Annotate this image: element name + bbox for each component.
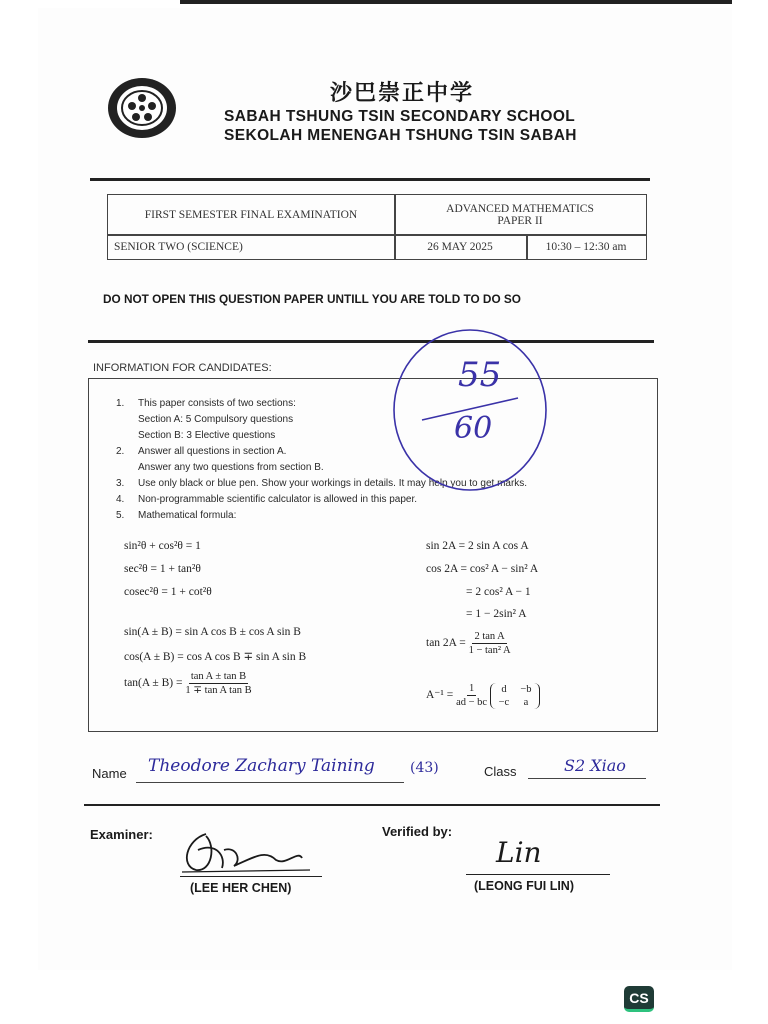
- formula-cos-double-alt2: = 1 − 2sin² A: [466, 608, 527, 620]
- table-divider: [526, 235, 528, 259]
- subject-line-2: PAPER II: [497, 215, 543, 227]
- score-obtained: 55: [458, 355, 502, 395]
- warning-notice: DO NOT OPEN THIS QUESTION PAPER UNTILL YOU ARE TOLD TO DO SO: [103, 292, 521, 306]
- table-divider: [394, 195, 396, 259]
- exam-date: 26 MAY 2025: [427, 241, 493, 253]
- subject-line-1: ADVANCED MATHEMATICS: [446, 203, 594, 215]
- class-underline: [528, 778, 646, 779]
- examiner-name: (LEE HER CHEN): [190, 881, 292, 895]
- examiner-label: Examiner:: [90, 827, 153, 842]
- candidate-name: Theodore Zachary Taining: [148, 756, 375, 776]
- list-item: 3. Use only black or blue pen. Show your workings in details. It may help you to get marks.: [116, 478, 528, 489]
- table-divider: [108, 234, 646, 236]
- information-title: INFORMATION FOR CANDIDATES:: [93, 362, 272, 374]
- verifier-name: (LEONG FUI LIN): [474, 879, 574, 893]
- formula-pythagorean: sin²θ + cos²θ = 1: [124, 540, 201, 552]
- school-name-malay: SEKOLAH MENENGAH TSHUNG TSIN SABAH: [224, 127, 577, 144]
- exam-info-table: [107, 194, 647, 260]
- verifier-line: [466, 874, 610, 875]
- formula-matrix-inverse: A⁻¹ = $\frac{1}{ad - bc}$ d −b −c a: [426, 682, 540, 709]
- list-item: 1. This paper consists of two sections:: [116, 398, 296, 409]
- header-rule: [90, 178, 650, 181]
- list-item-detail: Answer any two questions from section B.: [138, 462, 324, 473]
- formula-sin-double: sin 2A = 2 sin A cos A: [426, 540, 529, 552]
- list-item: 2. Answer all questions in section A.: [116, 446, 287, 457]
- name-label: Name: [92, 766, 127, 781]
- formula-sin-sum: sin(A ± B) = sin A cos B ± cos A sin B: [124, 626, 301, 638]
- candidate-number: (43): [410, 760, 439, 776]
- list-item-detail: Section A: 5 Compulsory questions: [138, 414, 294, 425]
- section-rule: [88, 340, 654, 343]
- school-logo: [106, 76, 178, 140]
- formula-tan-double: tan 2A = $\frac{\text{2 tan A}}{\text{1 − tan² A}}$: [426, 631, 511, 656]
- camscanner-logo: CS: [624, 986, 654, 1012]
- name-underline: [136, 782, 404, 783]
- exam-level: SENIOR TWO (SCIENCE): [114, 241, 243, 253]
- school-name-chinese: 沙巴崇正中学: [330, 81, 475, 106]
- verifier-label: Verified by:: [382, 824, 453, 839]
- formula-cos-double: cos 2A = cos² A − sin² A: [426, 563, 539, 575]
- formula-sec: sec²θ = 1 + tan²θ: [124, 563, 201, 575]
- school-name-english: SABAH TSHUNG TSIN SECONDARY SCHOOL: [224, 108, 576, 125]
- footer-rule: [84, 804, 660, 806]
- candidate-class: S2 Xiao: [564, 756, 626, 775]
- examiner-signature: [176, 826, 316, 878]
- formula-cos-sum: cos(A ± B) = cos A cos B ∓ sin A sin B: [124, 651, 307, 663]
- exam-title: FIRST SEMESTER FINAL EXAMINATION: [144, 209, 358, 221]
- exam-time: 10:30 – 12:30 am: [545, 241, 627, 253]
- scan-edge: [180, 0, 732, 4]
- formula-cos-double-alt1: = 2 cos² A − 1: [466, 586, 531, 598]
- list-item: 4. Non-programmable scientific calculator is allowed in this paper.: [116, 494, 418, 505]
- examiner-line: [180, 876, 322, 877]
- class-label: Class: [484, 764, 517, 779]
- score-circle: [388, 320, 554, 500]
- formula-tan-sum: tan(A ± B) = $\frac{\text{tan A ± tan B}}{\text{1 ∓ tan A tan B}}$: [124, 671, 252, 696]
- verifier-signature: Lin: [496, 836, 542, 869]
- score-total: 60: [454, 411, 493, 446]
- formula-cosec: cosec²θ = 1 + cot²θ: [124, 586, 212, 598]
- list-item-detail: Section B: 3 Elective questions: [138, 430, 276, 441]
- list-item: 5. Mathematical formula:: [116, 510, 237, 521]
